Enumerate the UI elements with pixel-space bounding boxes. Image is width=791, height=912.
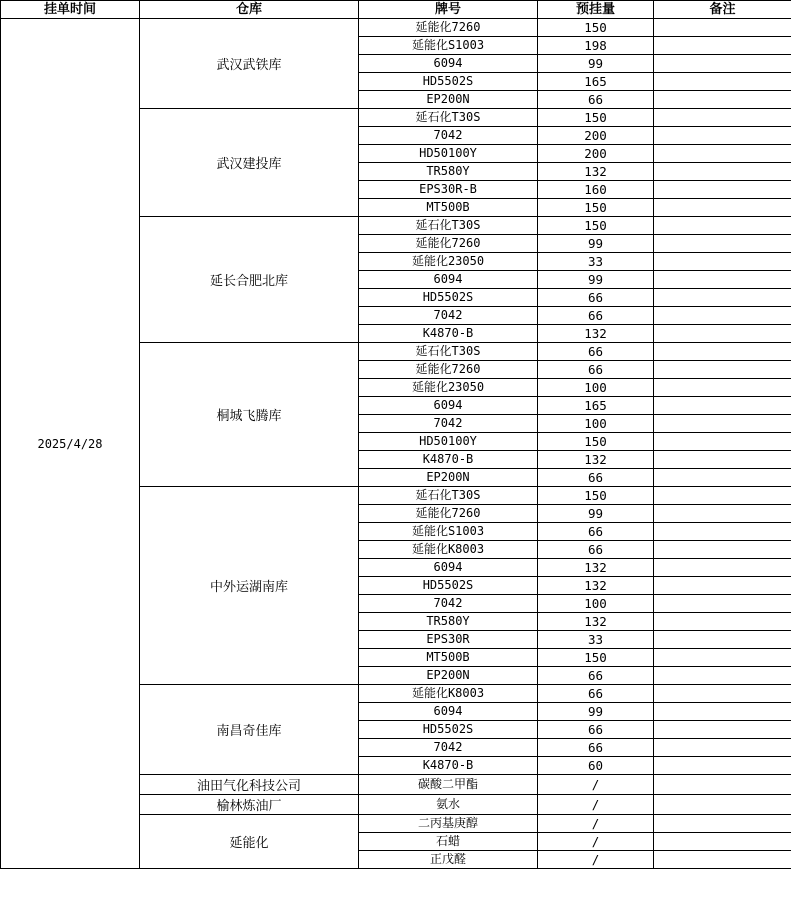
- qty-cell[interactable]: 132: [538, 451, 654, 469]
- qty-cell[interactable]: 200: [538, 145, 654, 163]
- note-cell[interactable]: [654, 833, 791, 851]
- note-cell[interactable]: [654, 487, 791, 505]
- qty-cell[interactable]: 66: [538, 685, 654, 703]
- grade-cell[interactable]: EPS30R-B: [359, 181, 538, 199]
- grade-cell[interactable]: 延能化K8003: [359, 541, 538, 559]
- note-cell[interactable]: [654, 217, 791, 235]
- qty-cell[interactable]: 60: [538, 757, 654, 775]
- note-cell[interactable]: [654, 685, 791, 703]
- qty-cell[interactable]: 66: [538, 91, 654, 109]
- note-cell[interactable]: [654, 775, 791, 795]
- note-cell[interactable]: [654, 19, 791, 37]
- note-cell[interactable]: [654, 577, 791, 595]
- qty-cell[interactable]: 165: [538, 73, 654, 91]
- qty-cell[interactable]: 99: [538, 271, 654, 289]
- note-cell[interactable]: [654, 163, 791, 181]
- qty-cell[interactable]: 99: [538, 55, 654, 73]
- qty-cell[interactable]: 150: [538, 199, 654, 217]
- grade-cell[interactable]: 碳酸二甲酯: [359, 775, 538, 795]
- grade-cell[interactable]: 7042: [359, 415, 538, 433]
- note-cell[interactable]: [654, 613, 791, 631]
- grade-cell[interactable]: 延能化S1003: [359, 523, 538, 541]
- note-cell[interactable]: [654, 541, 791, 559]
- header-note[interactable]: 备注: [654, 1, 791, 19]
- header-grade[interactable]: 牌号: [359, 1, 538, 19]
- header-date[interactable]: 挂单时间: [1, 1, 140, 19]
- note-cell[interactable]: [654, 703, 791, 721]
- grade-cell[interactable]: 延能化23050: [359, 379, 538, 397]
- note-cell[interactable]: [654, 199, 791, 217]
- note-cell[interactable]: [654, 55, 791, 73]
- warehouse-cell[interactable]: 延能化: [140, 815, 359, 869]
- qty-cell[interactable]: 132: [538, 325, 654, 343]
- note-cell[interactable]: [654, 109, 791, 127]
- header-warehouse[interactable]: 仓库: [140, 1, 359, 19]
- warehouse-cell[interactable]: 武汉武铁库: [140, 19, 359, 109]
- qty-cell[interactable]: 33: [538, 253, 654, 271]
- grade-cell[interactable]: 延石化T30S: [359, 217, 538, 235]
- grade-cell[interactable]: 正戊醛: [359, 851, 538, 869]
- note-cell[interactable]: [654, 851, 791, 869]
- grade-cell[interactable]: 石蜡: [359, 833, 538, 851]
- qty-cell[interactable]: /: [538, 775, 654, 795]
- qty-cell[interactable]: 66: [538, 343, 654, 361]
- qty-cell[interactable]: 132: [538, 559, 654, 577]
- qty-cell[interactable]: 99: [538, 235, 654, 253]
- qty-cell[interactable]: 150: [538, 487, 654, 505]
- note-cell[interactable]: [654, 415, 791, 433]
- qty-cell[interactable]: 99: [538, 505, 654, 523]
- note-cell[interactable]: [654, 523, 791, 541]
- grade-cell[interactable]: EP200N: [359, 469, 538, 487]
- grade-cell[interactable]: HD5502S: [359, 577, 538, 595]
- warehouse-cell[interactable]: 武汉建投库: [140, 109, 359, 217]
- qty-cell[interactable]: 66: [538, 361, 654, 379]
- note-cell[interactable]: [654, 73, 791, 91]
- qty-cell[interactable]: 66: [538, 469, 654, 487]
- grade-cell[interactable]: MT500B: [359, 649, 538, 667]
- qty-cell[interactable]: 99: [538, 703, 654, 721]
- qty-cell[interactable]: 100: [538, 379, 654, 397]
- grade-cell[interactable]: EP200N: [359, 667, 538, 685]
- grade-cell[interactable]: 延能化7260: [359, 235, 538, 253]
- grade-cell[interactable]: 延能化7260: [359, 505, 538, 523]
- grade-cell[interactable]: 延石化T30S: [359, 343, 538, 361]
- qty-cell[interactable]: 150: [538, 19, 654, 37]
- grade-cell[interactable]: TR580Y: [359, 613, 538, 631]
- note-cell[interactable]: [654, 307, 791, 325]
- grade-cell[interactable]: 7042: [359, 307, 538, 325]
- note-cell[interactable]: [654, 815, 791, 833]
- note-cell[interactable]: [654, 253, 791, 271]
- grade-cell[interactable]: 二丙基庚醇: [359, 815, 538, 833]
- grade-cell[interactable]: 6094: [359, 271, 538, 289]
- grade-cell[interactable]: 延石化T30S: [359, 487, 538, 505]
- qty-cell[interactable]: 200: [538, 127, 654, 145]
- grade-cell[interactable]: EPS30R: [359, 631, 538, 649]
- grade-cell[interactable]: 6094: [359, 55, 538, 73]
- grade-cell[interactable]: TR580Y: [359, 163, 538, 181]
- note-cell[interactable]: [654, 289, 791, 307]
- grade-cell[interactable]: 7042: [359, 595, 538, 613]
- header-row: [1, 1, 791, 19]
- warehouse-cell[interactable]: 南昌奇佳库: [140, 685, 359, 775]
- grade-cell[interactable]: 7042: [359, 739, 538, 757]
- note-cell[interactable]: [654, 595, 791, 613]
- qty-cell[interactable]: 150: [538, 649, 654, 667]
- grade-cell[interactable]: 6094: [359, 703, 538, 721]
- warehouse-cell[interactable]: 榆林炼油厂: [140, 795, 359, 815]
- qty-cell[interactable]: 100: [538, 595, 654, 613]
- grade-cell[interactable]: HD5502S: [359, 289, 538, 307]
- grade-cell[interactable]: 7042: [359, 127, 538, 145]
- warehouse-cell[interactable]: 油田气化科技公司: [140, 775, 359, 795]
- qty-cell[interactable]: 150: [538, 433, 654, 451]
- note-cell[interactable]: [654, 181, 791, 199]
- qty-cell[interactable]: /: [538, 833, 654, 851]
- grade-cell[interactable]: MT500B: [359, 199, 538, 217]
- table-body: [1, 19, 791, 869]
- qty-cell[interactable]: 132: [538, 613, 654, 631]
- header-qty[interactable]: 预挂量: [538, 1, 654, 19]
- note-cell[interactable]: [654, 721, 791, 739]
- grade-cell[interactable]: 6094: [359, 559, 538, 577]
- note-cell[interactable]: [654, 451, 791, 469]
- table-row: [1, 19, 791, 37]
- grade-cell[interactable]: K4870-B: [359, 325, 538, 343]
- qty-cell[interactable]: 150: [538, 109, 654, 127]
- note-cell[interactable]: [654, 379, 791, 397]
- qty-cell[interactable]: 66: [538, 541, 654, 559]
- qty-cell[interactable]: 66: [538, 289, 654, 307]
- qty-cell[interactable]: 66: [538, 721, 654, 739]
- note-cell[interactable]: [654, 361, 791, 379]
- grade-cell[interactable]: HD5502S: [359, 73, 538, 91]
- qty-cell[interactable]: 132: [538, 577, 654, 595]
- grade-cell[interactable]: 延能化K8003: [359, 685, 538, 703]
- note-cell[interactable]: [654, 37, 791, 55]
- note-cell[interactable]: [654, 795, 791, 815]
- warehouse-cell[interactable]: 延长合肥北库: [140, 217, 359, 343]
- note-cell[interactable]: [654, 667, 791, 685]
- note-cell[interactable]: [654, 91, 791, 109]
- note-cell[interactable]: [654, 505, 791, 523]
- qty-cell[interactable]: /: [538, 851, 654, 869]
- date-cell[interactable]: 2025/4/28: [1, 19, 140, 869]
- warehouse-cell[interactable]: 桐城飞腾库: [140, 343, 359, 487]
- warehouse-cell[interactable]: 中外运湖南库: [140, 487, 359, 685]
- note-cell[interactable]: [654, 397, 791, 415]
- grade-cell[interactable]: 氨水: [359, 795, 538, 815]
- note-cell[interactable]: [654, 325, 791, 343]
- note-cell[interactable]: [654, 757, 791, 775]
- qty-cell[interactable]: /: [538, 815, 654, 833]
- grade-cell[interactable]: HD5502S: [359, 721, 538, 739]
- grade-cell[interactable]: 延能化7260: [359, 361, 538, 379]
- note-cell[interactable]: [654, 271, 791, 289]
- qty-cell[interactable]: 66: [538, 739, 654, 757]
- qty-cell[interactable]: 33: [538, 631, 654, 649]
- grade-cell[interactable]: HD50100Y: [359, 145, 538, 163]
- qty-cell[interactable]: 66: [538, 307, 654, 325]
- qty-cell[interactable]: 66: [538, 523, 654, 541]
- grade-cell[interactable]: K4870-B: [359, 451, 538, 469]
- qty-cell[interactable]: 66: [538, 667, 654, 685]
- qty-cell[interactable]: /: [538, 795, 654, 815]
- grade-cell[interactable]: 延石化T30S: [359, 109, 538, 127]
- note-cell[interactable]: [654, 559, 791, 577]
- grade-cell[interactable]: 延能化7260: [359, 19, 538, 37]
- qty-cell[interactable]: 198: [538, 37, 654, 55]
- note-cell[interactable]: [654, 235, 791, 253]
- grade-cell[interactable]: K4870-B: [359, 757, 538, 775]
- qty-cell[interactable]: 100: [538, 415, 654, 433]
- note-cell[interactable]: [654, 469, 791, 487]
- note-cell[interactable]: [654, 127, 791, 145]
- note-cell[interactable]: [654, 145, 791, 163]
- qty-cell[interactable]: 150: [538, 217, 654, 235]
- note-cell[interactable]: [654, 343, 791, 361]
- note-cell[interactable]: [654, 631, 791, 649]
- qty-cell[interactable]: 160: [538, 181, 654, 199]
- note-cell[interactable]: [654, 739, 791, 757]
- grade-cell[interactable]: 延能化S1003: [359, 37, 538, 55]
- qty-cell[interactable]: 165: [538, 397, 654, 415]
- grade-cell[interactable]: 延能化23050: [359, 253, 538, 271]
- qty-cell[interactable]: 132: [538, 163, 654, 181]
- note-cell[interactable]: [654, 649, 791, 667]
- grade-cell[interactable]: HD50100Y: [359, 433, 538, 451]
- grade-cell[interactable]: EP200N: [359, 91, 538, 109]
- note-cell[interactable]: [654, 433, 791, 451]
- grade-cell[interactable]: 6094: [359, 397, 538, 415]
